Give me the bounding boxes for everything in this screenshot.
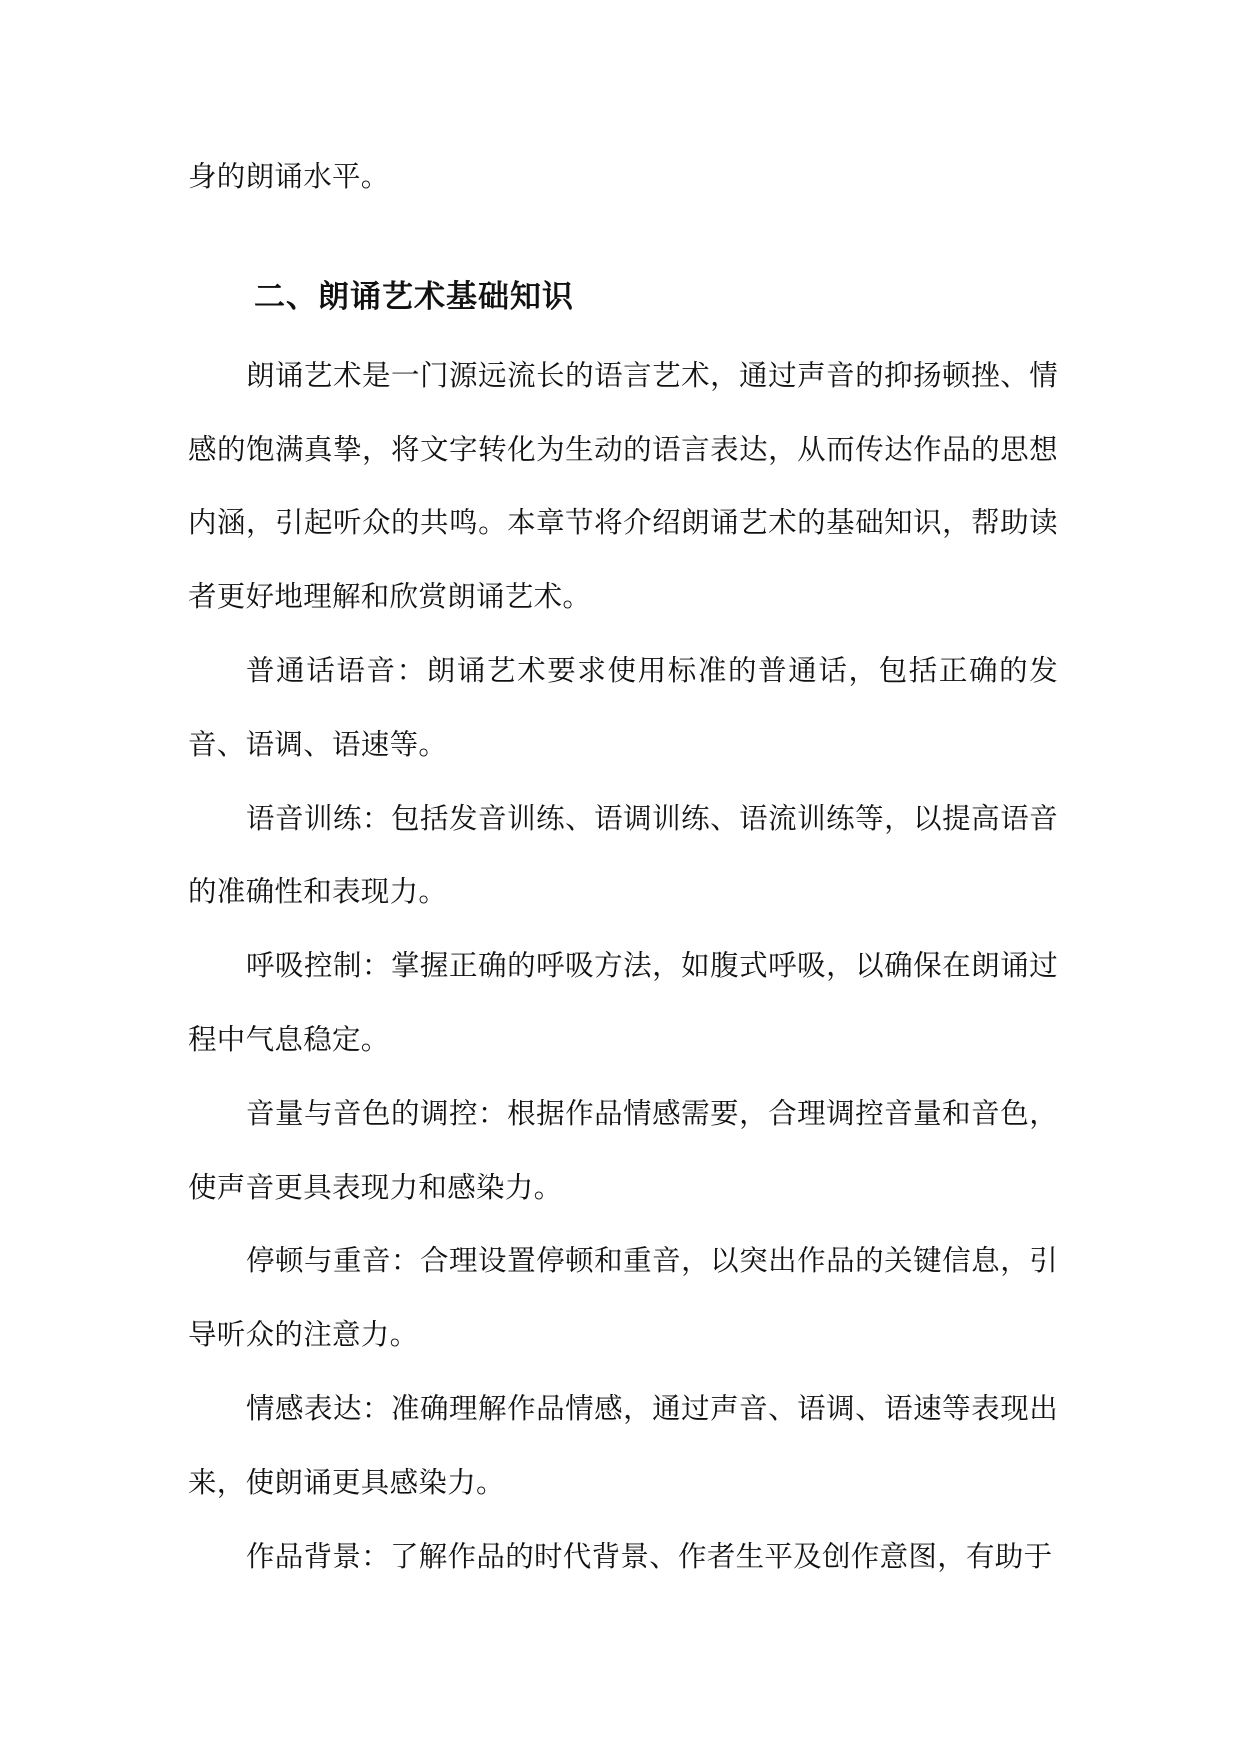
body-paragraph-voice-training: 语音训练：包括发音训练、语调训练、语流训练等，以提高语音的准确性和表现力。 [188,801,1058,909]
body-paragraph-breath-control: 呼吸控制：掌握正确的呼吸方法，如腹式呼吸，以确保在朗诵过程中气息稳定。 [188,949,1058,1056]
body-paragraph-pause-stress: 停顿与重音：合理设置停顿和重音，以突出作品的关键信息，引导听众的注意力。 [188,1244,1058,1352]
lead-paragraph: 身的朗诵水平。 [188,160,390,193]
body-paragraph-work-background: 作品背景：了解作品的时代背景、作者生平及创作意图，有助于 [246,1539,1053,1573]
body-paragraph-emotional-expression: 情感表达：准确理解作品情感，通过声音、语调、语速等表现出来，使朗诵更具感染力。 [188,1391,1058,1499]
body-paragraph-volume-timbre: 音量与音色的调控：根据作品情感需要，合理调控音量和音色，使声音更具表现力和感染力。 [188,1096,1058,1204]
body-paragraph-mandarin-pronunciation: 普通话语音：朗诵艺术要求使用标准的普通话，包括正确的发音、语调、语速等。 [188,653,1058,761]
section-heading: 二、朗诵艺术基础知识 [254,278,574,315]
body-paragraph-intro: 朗诵艺术是一门源远流长的语言艺术，通过声音的抑扬顿挫、情感的饱满真挚，将文字转化为生动的语言表达，从而传达作品的思想内涵，引起听众的共鸣。本章节将介绍朗诵艺术的基础知识，帮助读者更好地理解和欣赏朗诵艺术。 [188,358,1058,614]
page-content [188,140,1058,1593]
